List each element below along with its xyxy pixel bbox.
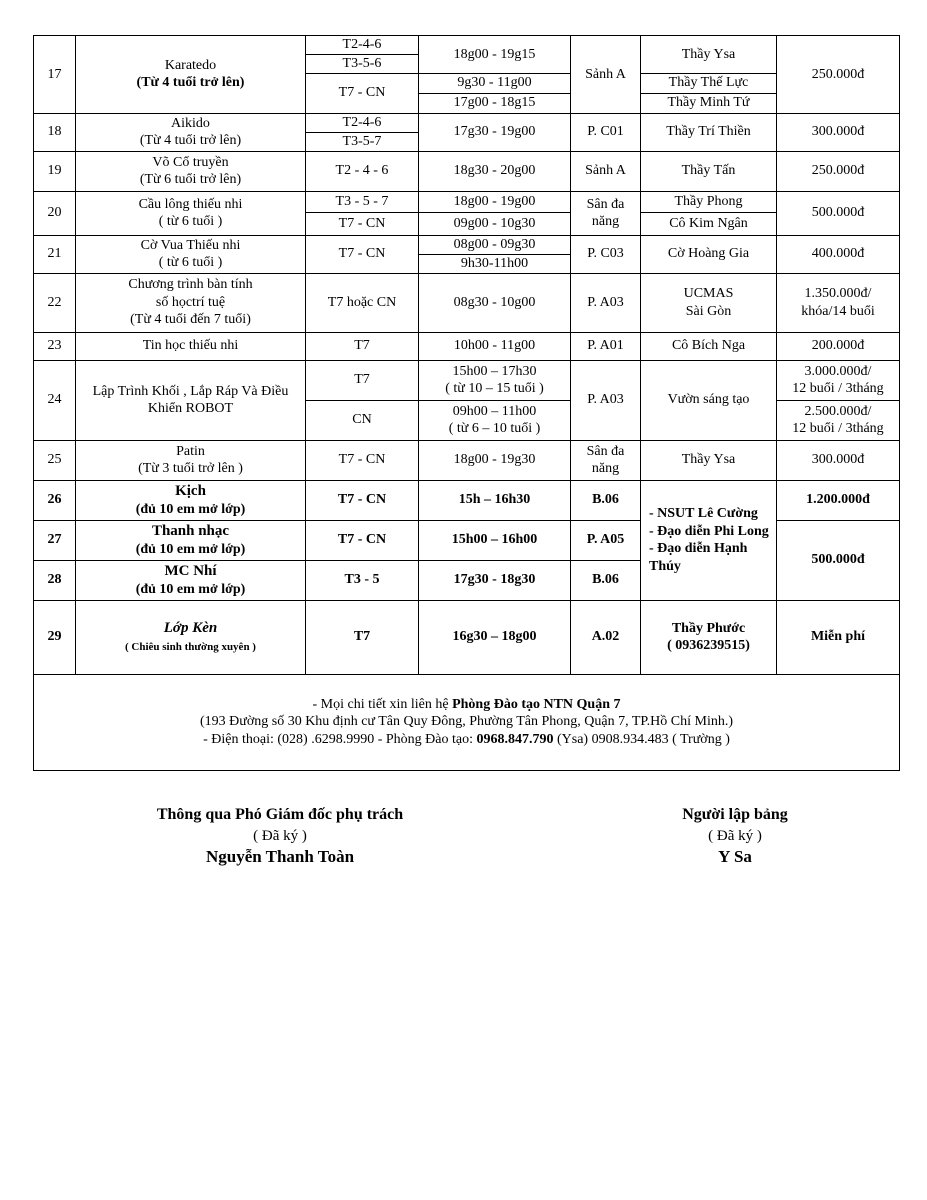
age-range: ( Chiêu sinh thường xuyên ) bbox=[125, 640, 256, 653]
teacher: Thầy Tấn bbox=[641, 151, 777, 191]
schedule-days: T7 - CN bbox=[306, 73, 419, 113]
class-name bbox=[76, 520, 306, 560]
address: (193 Đường số 30 Khu định cư Tân Quy Đông, Phường Tân Phong, Quận 7, TP.Hồ Chí Minh.) bbox=[199, 714, 734, 730]
age-range: (Từ 3 tuổi trở lên ) bbox=[138, 461, 243, 476]
class-name bbox=[76, 235, 306, 273]
age-range: (đủ 10 em mở lớp) bbox=[135, 581, 246, 597]
row-number: 23 bbox=[34, 332, 76, 360]
row-number: 28 bbox=[34, 560, 76, 600]
schedule-days: T7 - CN bbox=[306, 212, 419, 235]
schedule-table bbox=[33, 35, 900, 771]
schedule-days: T2 - 4 - 6 bbox=[306, 151, 419, 191]
table-row bbox=[34, 235, 900, 254]
schedule-time: 08g30 - 10g00 bbox=[419, 273, 571, 332]
table-row bbox=[34, 332, 900, 360]
teacher-line: UCMAS bbox=[683, 286, 734, 301]
schedule-time: 18g00 - 19g30 bbox=[419, 440, 571, 480]
row-number: 26 bbox=[34, 480, 76, 520]
schedule-time: 17g30 - 19g00 bbox=[419, 113, 571, 151]
class-name bbox=[76, 273, 306, 332]
fee: 500.000đ bbox=[777, 191, 900, 235]
schedule-days: CN bbox=[306, 400, 419, 440]
schedule-time: 10h00 - 11g00 bbox=[419, 332, 571, 360]
room: Sảnh A bbox=[571, 36, 641, 114]
teacher: Cờ Hoàng Gia bbox=[641, 235, 777, 273]
age-range: (đủ 10 em mở lớp) bbox=[135, 541, 246, 557]
table-row bbox=[34, 36, 900, 55]
shared-fee: 500.000đ bbox=[777, 520, 900, 600]
teacher-line: - Đạo diễn Hạnh Thúy bbox=[649, 541, 748, 574]
row-number: 25 bbox=[34, 440, 76, 480]
schedule-days: T3 - 5 - 7 bbox=[306, 191, 419, 212]
age-range: (đủ 10 em mở lớp) bbox=[135, 501, 246, 517]
schedule-days: T7 bbox=[306, 332, 419, 360]
schedule-time: 18g00 - 19g15 bbox=[419, 36, 571, 74]
teacher bbox=[641, 600, 777, 674]
fee: 1.200.000đ bbox=[777, 480, 900, 520]
age-range: (Từ 4 tuổi trở lên) bbox=[136, 75, 245, 91]
schedule-time: 9g30 - 11g00 bbox=[419, 73, 571, 93]
table-row bbox=[34, 440, 900, 480]
table-row bbox=[34, 191, 900, 212]
schedule-time: 15h – 16h30 bbox=[419, 480, 571, 520]
age-range: (Từ 4 tuổi trở lên) bbox=[139, 133, 242, 148]
room: P. A03 bbox=[571, 273, 641, 332]
table-row bbox=[34, 151, 900, 191]
table-row bbox=[34, 113, 900, 132]
phone-number: 0968.847.790 bbox=[476, 731, 554, 747]
class-name bbox=[76, 440, 306, 480]
teacher: Thầy Ysa bbox=[641, 440, 777, 480]
teacher: Vườn sáng tạo bbox=[641, 360, 777, 440]
class-title: Kịch bbox=[175, 482, 206, 499]
fee-line: 3.000.000đ/ bbox=[804, 363, 872, 379]
teacher: Thầy Minh Tứ bbox=[641, 93, 777, 113]
schedule-time: 18g00 - 19g00 bbox=[419, 191, 571, 212]
room: P. A01 bbox=[571, 332, 641, 360]
fee: 300.000đ bbox=[777, 113, 900, 151]
time-range: 09h00 – 11h00 bbox=[452, 403, 537, 419]
contact-text: - Mọi chi tiết xin liên hệ bbox=[312, 696, 453, 712]
class-title: Võ Cổ truyền bbox=[152, 154, 229, 170]
room: P. A03 bbox=[571, 360, 641, 440]
row-number: 24 bbox=[34, 360, 76, 440]
class-name bbox=[76, 360, 306, 440]
class-name bbox=[76, 36, 306, 114]
schedule-days: T7 - CN bbox=[306, 235, 419, 273]
fee: 250.000đ bbox=[777, 36, 900, 114]
schedule-days: T7 - CN bbox=[306, 440, 419, 480]
schedule-time: 09g00 - 10g30 bbox=[419, 212, 571, 235]
class-title: Patin bbox=[176, 443, 205, 459]
schedule-time: 18g30 - 20g00 bbox=[419, 151, 571, 191]
class-name bbox=[76, 113, 306, 151]
schedule-time bbox=[419, 360, 571, 400]
fee: 200.000đ bbox=[777, 332, 900, 360]
room: B.06 bbox=[571, 480, 641, 520]
fee bbox=[777, 360, 900, 400]
schedule-days: T3-5-7 bbox=[306, 132, 419, 151]
row-number: 18 bbox=[34, 113, 76, 151]
fee-line: khóa/14 buổi bbox=[801, 303, 875, 319]
fee-line: 1.350.000đ/ bbox=[804, 286, 872, 301]
row-number: 29 bbox=[34, 600, 76, 674]
fee-line: 12 buổi / 3tháng bbox=[792, 421, 884, 436]
class-name: Tin học thiếu nhi bbox=[76, 332, 306, 360]
age-range: ( từ 6 tuổi ) bbox=[158, 214, 223, 229]
signer-name: Y Sa bbox=[718, 846, 752, 866]
schedule-days: T7 bbox=[306, 600, 419, 674]
row-number: 20 bbox=[34, 191, 76, 235]
age-range: ( từ 6 tuổi ) bbox=[158, 255, 223, 270]
class-name bbox=[76, 480, 306, 520]
fee bbox=[777, 400, 900, 440]
signer-name: Nguyễn Thanh Toàn bbox=[205, 846, 355, 866]
signature-status: ( Đã ký ) bbox=[253, 827, 307, 844]
schedule-days: T7 hoặc CN bbox=[306, 273, 419, 332]
schedule-time: 08g00 - 09g30 bbox=[419, 235, 571, 254]
age-range: ( từ 6 – 10 tuổi ) bbox=[448, 421, 541, 436]
contact-info bbox=[34, 674, 900, 770]
contact-text: (Ysa) 0908.934.483 ( Trường ) bbox=[553, 731, 730, 747]
age-range: (Từ 6 tuổi trở lên) bbox=[139, 172, 242, 187]
class-title: Aikido bbox=[171, 115, 210, 131]
teacher-line: - Đạo diễn Phi Long bbox=[649, 523, 769, 539]
fee: 250.000đ bbox=[777, 151, 900, 191]
table-row bbox=[34, 600, 900, 674]
room: Sảnh A bbox=[571, 151, 641, 191]
signature-left bbox=[100, 804, 460, 869]
class-title: Chương trình bàn tính bbox=[128, 277, 253, 293]
room: Sân đa năng bbox=[571, 191, 641, 235]
table-row bbox=[34, 273, 900, 332]
class-title-line2: Khiển ROBOT bbox=[147, 401, 234, 416]
schedule-days: T7 bbox=[306, 360, 419, 400]
class-title: Lập Trình Khối , Lắp Ráp Và Điều bbox=[92, 383, 289, 399]
schedule-days: T2-4-6 bbox=[306, 113, 419, 132]
class-name bbox=[76, 151, 306, 191]
row-number: 27 bbox=[34, 520, 76, 560]
row-number: 22 bbox=[34, 273, 76, 332]
teacher: Cô Kim Ngân bbox=[641, 212, 777, 235]
signature-title: Người lập bảng bbox=[682, 806, 788, 823]
signature-title: Thông qua Phó Giám đốc phụ trách bbox=[156, 806, 404, 823]
fee: 300.000đ bbox=[777, 440, 900, 480]
schedule-time bbox=[419, 400, 571, 440]
schedule-days: T2-4-6 bbox=[306, 36, 419, 55]
fee bbox=[777, 273, 900, 332]
age-range: ( từ 10 – 15 tuổi ) bbox=[445, 381, 544, 396]
class-title: MC Nhí bbox=[164, 562, 217, 579]
fee: Miễn phí bbox=[777, 600, 900, 674]
class-title: Cờ Vua Thiếu nhi bbox=[140, 237, 241, 253]
room: P. C03 bbox=[571, 235, 641, 273]
teacher: Thầy Phong bbox=[641, 191, 777, 212]
teacher-line: Thầy Phước bbox=[671, 620, 746, 636]
schedule-time: 17g00 - 18g15 bbox=[419, 93, 571, 113]
schedule-time: 9h30-11h00 bbox=[419, 254, 571, 273]
teacher-phone: ( 0936239515) bbox=[667, 638, 750, 653]
teacher: Thầy Ysa bbox=[641, 36, 777, 74]
schedule-days: T3 - 5 bbox=[306, 560, 419, 600]
shared-teachers bbox=[641, 480, 777, 600]
teacher-line: - NSUT Lê Cường bbox=[649, 506, 758, 521]
schedule-days: T3-5-6 bbox=[306, 54, 419, 73]
schedule-days: T7 - CN bbox=[306, 520, 419, 560]
fee: 400.000đ bbox=[777, 235, 900, 273]
teacher: Thầy Trí Thiền bbox=[641, 113, 777, 151]
class-title: Thanh nhạc bbox=[151, 522, 230, 539]
class-name bbox=[76, 600, 306, 674]
row-number: 19 bbox=[34, 151, 76, 191]
schedule-days: T7 - CN bbox=[306, 480, 419, 520]
time-range: 15h00 – 17h30 bbox=[452, 363, 537, 379]
class-title-line2: số họctrí tuệ bbox=[155, 294, 226, 310]
room: P. C01 bbox=[571, 113, 641, 151]
teacher bbox=[641, 273, 777, 332]
office-name: Phòng Đào tạo NTN Quận 7 bbox=[452, 696, 621, 712]
room: B.06 bbox=[571, 560, 641, 600]
class-title: Lớp Kèn bbox=[163, 619, 218, 636]
schedule-time: 17g30 - 18g30 bbox=[419, 560, 571, 600]
fee-line: 12 buổi / 3tháng bbox=[792, 381, 884, 396]
schedule-time: 15h00 – 16h00 bbox=[419, 520, 571, 560]
table-row bbox=[34, 480, 900, 520]
class-name bbox=[76, 560, 306, 600]
class-title: Cầu lông thiếu nhi bbox=[138, 196, 243, 212]
room: Sân đa năng bbox=[571, 440, 641, 480]
fee-line: 2.500.000đ/ bbox=[804, 403, 872, 419]
class-title: Karatedo bbox=[164, 57, 217, 73]
teacher-line: Sài Gòn bbox=[685, 303, 732, 319]
row-number: 21 bbox=[34, 235, 76, 273]
teacher: Cô Bích Nga bbox=[641, 332, 777, 360]
room: A.02 bbox=[571, 600, 641, 674]
contact-row bbox=[34, 674, 900, 770]
row-number: 17 bbox=[34, 36, 76, 114]
age-range: (Từ 4 tuổi đến 7 tuổi) bbox=[130, 312, 251, 328]
class-name bbox=[76, 191, 306, 235]
schedule-time: 16g30 – 18g00 bbox=[419, 600, 571, 674]
table-row bbox=[34, 360, 900, 400]
room: P. A05 bbox=[571, 520, 641, 560]
signature-status: ( Đã ký ) bbox=[708, 827, 762, 844]
signature-right bbox=[620, 804, 850, 869]
contact-text: - Điện thoại: (028) .6298.9990 - Phòng Đào tạo: bbox=[203, 731, 477, 747]
teacher: Thầy Thế Lực bbox=[641, 73, 777, 93]
